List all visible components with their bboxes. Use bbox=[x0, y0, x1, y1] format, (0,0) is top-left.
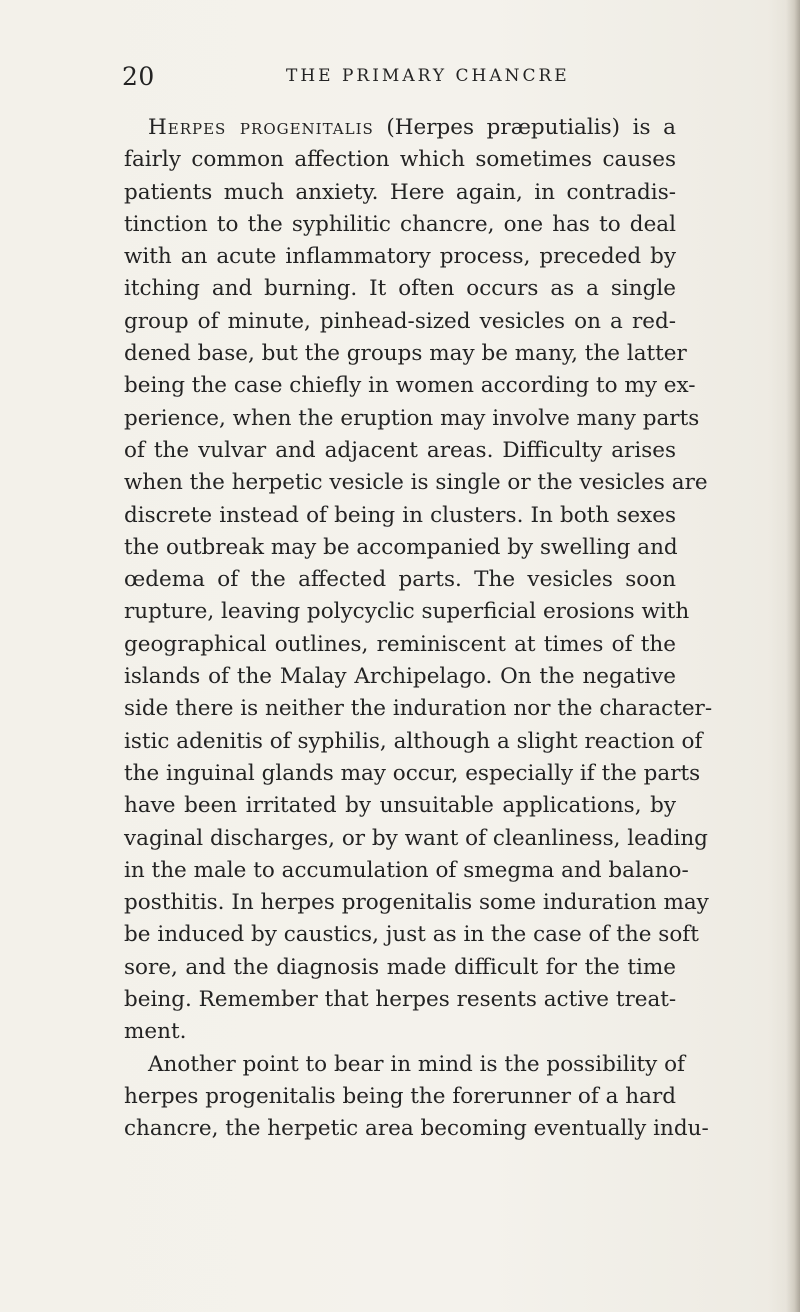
text-line: the outbreak may be accompanied by swelling and bbox=[124, 534, 678, 560]
text-line: have been irritated by unsuitable applications, by bbox=[124, 793, 676, 819]
text-line: with an acute inflammatory process, preceded by bbox=[124, 244, 676, 270]
text-line: rupture, leaving polycyclic superficial erosions with bbox=[124, 599, 690, 625]
text-line: œdema of the affected parts. The vesicles soon bbox=[124, 567, 676, 593]
text-line: vaginal discharges, or by want of cleanliness, leading bbox=[124, 825, 708, 851]
text-line: side there is neither the induration nor the character- bbox=[124, 696, 713, 722]
body-text bbox=[124, 112, 713, 1146]
text-line: in the male to accumulation of smegma and balano- bbox=[124, 857, 689, 883]
text-line: discrete instead of being in clusters. In both sexes bbox=[124, 502, 676, 528]
text-line: perience, when the eruption may involve many parts bbox=[124, 405, 700, 431]
text-line: group of minute, pinhead-sized vesicles on a red- bbox=[124, 308, 676, 334]
text-line: when the herpetic vesicle is single or the vesicles are bbox=[124, 470, 708, 496]
text-line: chancre, the herpetic area becoming eventually indu- bbox=[124, 1116, 709, 1142]
text-line: being. Remember that herpes resents active treat- bbox=[124, 987, 677, 1013]
page-header bbox=[0, 62, 800, 94]
text-line: ment. bbox=[124, 1019, 187, 1045]
text-line: posthitis. In herpes progenitalis some induration may bbox=[124, 890, 709, 916]
text-line: sore, and the diagnosis made difficult for the time bbox=[124, 954, 676, 980]
text-line: dened base, but the groups may be many, the latter bbox=[124, 341, 687, 367]
page-number: 20 bbox=[122, 62, 155, 91]
text-line: be induced by caustics, just as in the case of the soft bbox=[124, 922, 699, 948]
text-line: islands of the Malay Archipelago. On the negative bbox=[124, 664, 676, 690]
running-head: THE PRIMARY CHANCRE bbox=[286, 66, 570, 86]
lead-smallcaps: Herpes progenitalis bbox=[148, 115, 374, 140]
text-line: patients much anxiety. Here again, in contradis- bbox=[124, 179, 676, 205]
text-line: tinction to the syphilitic chancre, one has to deal bbox=[124, 211, 676, 237]
text-line: being the case chiefly in women according to my ex- bbox=[124, 373, 696, 399]
text-line: herpes progenitalis being the forerunner of a hard bbox=[124, 1083, 676, 1109]
text-line: Another point to bear in mind is the possibility of bbox=[148, 1051, 685, 1077]
text-line: istic adenitis of syphilis, although a slight reaction of bbox=[124, 728, 703, 754]
page-edge-shadow bbox=[786, 0, 800, 1312]
text-line: the inguinal glands may occur, especially if the parts bbox=[124, 760, 701, 786]
text-line: of the vulvar and adjacent areas. Difficulty arises bbox=[124, 437, 676, 463]
text-line: geographical outlines, reminiscent at times of the bbox=[124, 631, 676, 657]
text-line: Herpes progenitalis (Herpes præputialis) is a bbox=[148, 115, 676, 140]
text-line: itching and burning. It often occurs as a single bbox=[124, 276, 676, 302]
text-line: fairly common affection which sometimes causes bbox=[124, 147, 676, 173]
